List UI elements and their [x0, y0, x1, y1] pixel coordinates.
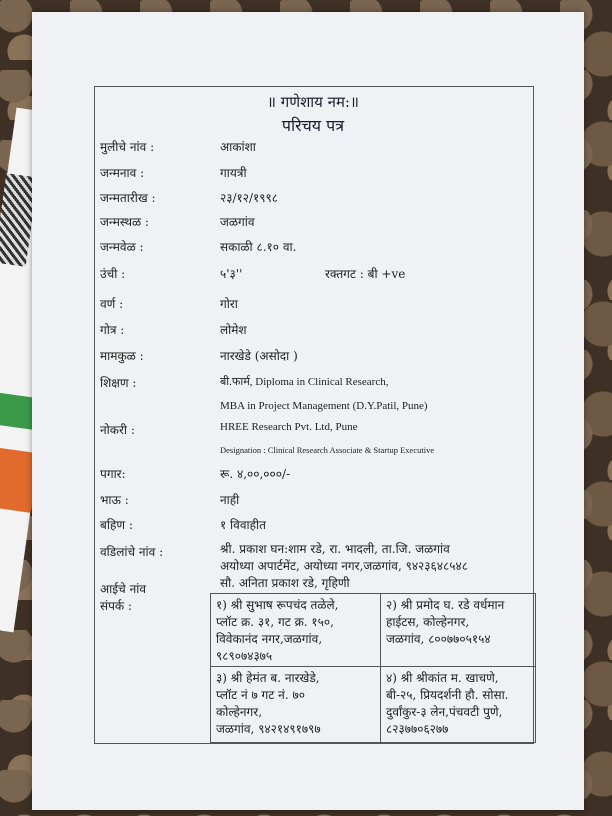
- field-birth-name: [100, 164, 530, 186]
- field-label: जन्मतारीख :: [100, 191, 156, 205]
- field-salary: [100, 465, 530, 487]
- contact-line: ३) श्री हेमंत ब. नारखेडे,: [216, 671, 320, 685]
- field-gotra: [100, 321, 530, 343]
- contact-cell: [381, 594, 535, 667]
- page-title: परिचय पत्र: [281, 116, 345, 135]
- field-value: सकाळी ८.१० वा.: [220, 240, 297, 254]
- field-label: गोत्र :: [100, 323, 125, 337]
- father-line: श्री. प्रकाश घन:शाम रडे, रा. भादली, ता.जि. जळगांव: [220, 542, 450, 556]
- field-value: नारखेडे (असोदा ): [220, 349, 298, 363]
- contact-table: [210, 593, 536, 743]
- field-label: शिक्षण :: [100, 376, 137, 390]
- field-value: २३/१२/१९९८: [220, 191, 279, 205]
- field-value: आकांशा: [220, 140, 256, 154]
- field-value: गोरा: [220, 297, 238, 311]
- blood-group: रक्तगट : बी +ve: [325, 267, 406, 281]
- field-label: बहिण :: [100, 518, 133, 532]
- field-height: [100, 265, 530, 287]
- field-value: बी.फार्म, Diploma in Clinical Research,: [220, 376, 389, 388]
- contact-cell: [381, 667, 535, 742]
- field-education-cont: [100, 400, 530, 422]
- field-label: वडिलांचे नांव :: [100, 545, 164, 559]
- field-value: १ विवाहीत: [220, 518, 266, 532]
- mother-value: सौ. अनिता प्रकाश रडे, गृहिणी: [220, 576, 350, 590]
- contact-line: ९८९०७४३७५: [216, 649, 273, 663]
- field-value: रू. ४,००,०००/-: [220, 467, 291, 481]
- father-line: अयोध्या अपार्टमेंट, अयोध्या नगर,जळगांव, ९४२३६४८५४८: [220, 559, 468, 573]
- contact-cell: [211, 667, 381, 742]
- field-label: जन्मनाव :: [100, 166, 145, 180]
- field-label: मुलीचे नांव :: [100, 140, 155, 154]
- contact-line: जळगांव, ९४२१४९१७९७: [216, 722, 321, 736]
- field-label: मामकुळ :: [100, 349, 144, 363]
- field-label: जन्मवेळ :: [100, 240, 144, 254]
- field-label: पगार:: [100, 467, 126, 481]
- contact-line: कोल्हेनगर,: [216, 705, 263, 719]
- contact-line: जळगांव, ८००७७०५१५४: [386, 632, 491, 646]
- field-label: आईचे नांव: [100, 582, 147, 596]
- field-job: [100, 421, 530, 443]
- contact-line: ४) श्री श्रीकांत म. खाचणे,: [386, 671, 499, 685]
- field-job-designation: [100, 445, 530, 467]
- field-value: गायत्री: [220, 166, 247, 180]
- field-education: [100, 374, 530, 396]
- field-label: नोकरी :: [100, 423, 135, 437]
- field-dob: [100, 189, 530, 211]
- field-label: वर्ण :: [100, 297, 124, 311]
- contact-cell: [211, 594, 381, 667]
- field-value: MBA in Project Management (D.Y.Patil, Pune): [220, 400, 428, 412]
- field-brother: [100, 491, 530, 513]
- field-label: जन्मस्थळ :: [100, 215, 149, 229]
- contact-line: बी-२५, प्रियदर्शनी हौ. सोसा.: [386, 688, 509, 702]
- field-value: ५'३'': [220, 267, 243, 281]
- contact-line: प्लॉट नं ७ गट नं. ७०: [216, 688, 305, 702]
- field-name: [100, 138, 530, 160]
- field-value: Designation : Clinical Research Associate & Startup Executive: [220, 445, 435, 455]
- field-birth-time: [100, 238, 530, 260]
- field-birthplace: [100, 213, 530, 235]
- field-label: संपर्क :: [100, 599, 133, 613]
- field-complexion: [100, 295, 530, 317]
- contact-line: १) श्री सुभाष रूपचंद तळेले,: [216, 598, 339, 612]
- invocation-heading: ॥ गणेशाय नम:॥: [267, 93, 359, 111]
- contact-line: प्लॉट क्र. ३१, गट क्र. १५०,: [216, 615, 334, 629]
- field-maternal-family: [100, 347, 530, 369]
- field-label: उंची :: [100, 267, 126, 281]
- contact-line: विवेकानंद नगर,जळगांव,: [216, 632, 323, 646]
- contact-line: हाईटस, कोल्हेनगर,: [386, 615, 470, 629]
- contact-line: २) श्री प्रमोद घ. रडे वर्धमान: [386, 598, 505, 612]
- field-value: जळगांव: [220, 215, 255, 229]
- field-label: भाऊ :: [100, 493, 129, 507]
- field-value: लोमेश: [220, 323, 247, 337]
- field-sister: [100, 516, 530, 538]
- contact-line: ८२३७७०६२७७: [386, 722, 449, 736]
- field-value: नाही: [220, 493, 240, 507]
- field-value: HREE Research Pvt. Ltd, Pune: [220, 421, 358, 433]
- contact-line: दुर्वांकुर-३ लेन,पंचवटी पुणे,: [386, 705, 503, 719]
